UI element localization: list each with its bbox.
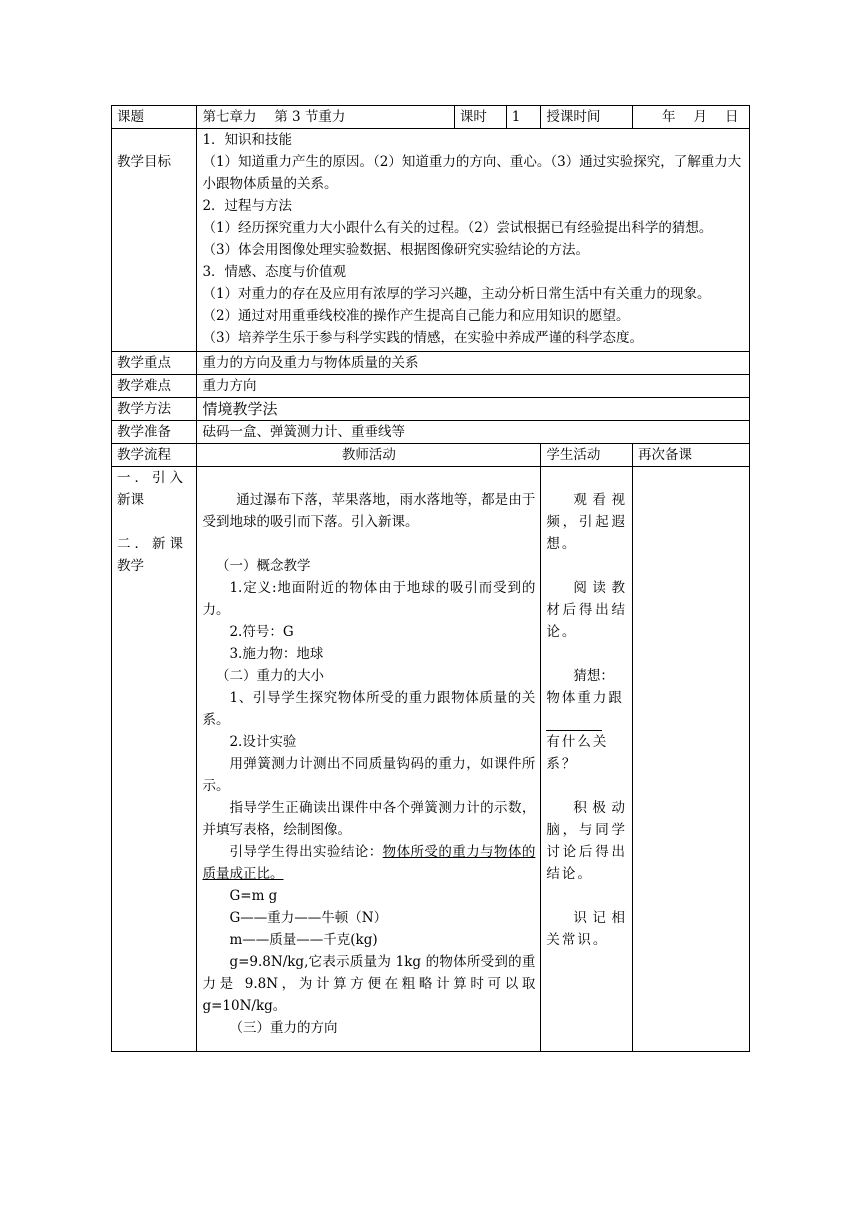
student-guess-text: 物体重力跟 — [546, 690, 624, 706]
period-value: 1 — [506, 106, 541, 129]
topic-value: 第七章力 第 3 节重力 — [197, 106, 454, 129]
method-value: 情境教学法 — [197, 398, 750, 421]
teacher-s3-title: （三）重力的方向 — [229, 1020, 338, 1036]
student-activity-cell — [541, 467, 633, 1052]
teacher-s1-def: 1.定义:地面附近的物体由于地球的吸引而受到的力。 — [202, 580, 536, 618]
period-label: 课时 — [454, 106, 506, 129]
student-activity-4: 积极动脑，与同学讨论后得出结论。 — [546, 800, 627, 882]
preparation-label: 教学准备 — [112, 421, 197, 444]
teacher-s2-measure: 用弹簧测力计测出不同质量钩码的重力，如课件所示。 — [202, 756, 536, 794]
student-activity-5: 识记相关常识。 — [546, 910, 627, 948]
teacher-s2-conclusion — [202, 841, 535, 885]
student-activity-1: 观看视频，引起遐想。 — [546, 492, 627, 552]
objectives-row — [112, 129, 750, 352]
date-value — [632, 106, 749, 129]
teacher-s2-title: （二）重力的大小 — [215, 668, 324, 684]
process-step1-b: 新课 — [117, 492, 144, 508]
flow-teacher-header: 教师活动 — [197, 444, 541, 467]
flow-revise-header: 再次备课 — [632, 444, 749, 467]
key-points-label: 教学重点 — [112, 352, 197, 375]
student-guess-question: 有什么关系？ — [546, 734, 609, 772]
student-guess-label: 猜想： — [573, 668, 614, 684]
topic-label: 课题 — [112, 106, 197, 129]
teacher-g-value: g=9.8N/kg,它表示质量为 1kg 的物体所受到的重力是 9.8N，为计算方便在粗略计算时可以取 g=10N/kg。 — [202, 954, 536, 1014]
teacher-formula: G=m g — [229, 888, 278, 904]
date-year: 年 — [661, 109, 676, 125]
objectives-label: 教学目标 — [112, 129, 197, 352]
flow-header-row — [112, 444, 750, 467]
teacher-m-def: m——质量——千克(kg) — [229, 932, 378, 948]
objectives-content — [197, 129, 750, 352]
difficulty-value: 重力方向 — [197, 375, 750, 398]
teacher-s2-guide: 1、引导学生探究物体所受的重力跟物体质量的关系。 — [202, 690, 536, 728]
objective-line: 3．情感、态度与价值观 — [202, 264, 347, 280]
key-points-row — [112, 352, 750, 375]
answer-blank — [546, 715, 602, 731]
date-label: 授课时间 — [541, 106, 633, 129]
teacher-s2-design: 2.设计实验 — [229, 734, 297, 750]
objective-line: （3）培养学生乐于参与科学实践的情感，在实验中养成严谨的科学态度。 — [202, 330, 644, 346]
revise-cell — [632, 467, 749, 1052]
difficulty-label: 教学难点 — [112, 375, 197, 398]
objective-line: （3）体会用图像处理实验数据、根据图像研究实验结论的方法。 — [202, 242, 590, 258]
teacher-s1-src: 3.施力物：地球 — [229, 646, 324, 662]
student-activity-2: 阅读教材后得出结论。 — [546, 580, 627, 640]
teacher-s1-title: （一）概念教学 — [215, 558, 311, 574]
date-month: 月 — [693, 109, 707, 125]
flow-content-row — [112, 467, 750, 1052]
objective-line: （1）经历探究重力大小跟什么有关的过程。（2）尝试根据已有经验提出科学的猜想。 — [202, 220, 713, 236]
conclusion-lead: 引导学生得出实验结论： — [229, 844, 383, 860]
preparation-row — [112, 421, 750, 444]
flow-student-header: 学生活动 — [541, 444, 633, 467]
objective-line: （1）对重力的存在及应用有浓厚的学习兴趣，主动分析日常生活中有关重力的现象。 — [202, 286, 711, 302]
lesson-plan-table — [111, 105, 750, 1052]
objective-line: （2）通过对用重垂线校准的操作产生提高自己能力和应用知识的愿望。 — [202, 308, 630, 324]
method-row — [112, 398, 750, 421]
process-step2-b: 教学 — [117, 558, 144, 574]
header-row — [112, 106, 750, 129]
teacher-s1-sym: 2.符号：G — [229, 624, 294, 640]
method-label: 教学方法 — [112, 398, 197, 421]
preparation-value: 砝码一盒、弹簧测力计、重垂线等 — [197, 421, 750, 444]
objective-line: 1．知识和技能 — [202, 132, 293, 148]
objective-line: （1）知道重力产生的原因。（2）知道重力的方向、重心。（3）通过实验探究，了解重力大小跟物体质量的关系。 — [202, 154, 742, 192]
student-guess-line — [546, 687, 627, 731]
flow-process-header: 教学流程 — [112, 444, 197, 467]
process-cell — [112, 467, 197, 1052]
process-step1-a: 一．引入 — [117, 470, 187, 486]
process-step2-a: 二．新课 — [117, 536, 187, 552]
conclusion-statement: 物体所受的重力与物体的质量成正比。 — [202, 844, 536, 882]
teacher-s2-read: 指导学生正确读出课件中各个弹簧测力计的示数，并填写表格，绘制图像。 — [202, 800, 536, 838]
teacher-g-def: G——重力——牛顿（N） — [229, 910, 388, 926]
key-points-value: 重力的方向及重力与物体质量的关系 — [197, 352, 750, 375]
objective-line: 2．过程与方法 — [202, 198, 293, 214]
date-day: 日 — [724, 109, 739, 125]
difficulty-row — [112, 375, 750, 398]
teacher-activity-cell — [197, 467, 541, 1052]
teacher-intro: 通过瀑布下落，苹果落地，雨水落地等，都是由于受到地球的吸引而下落。引入新课。 — [202, 492, 536, 530]
